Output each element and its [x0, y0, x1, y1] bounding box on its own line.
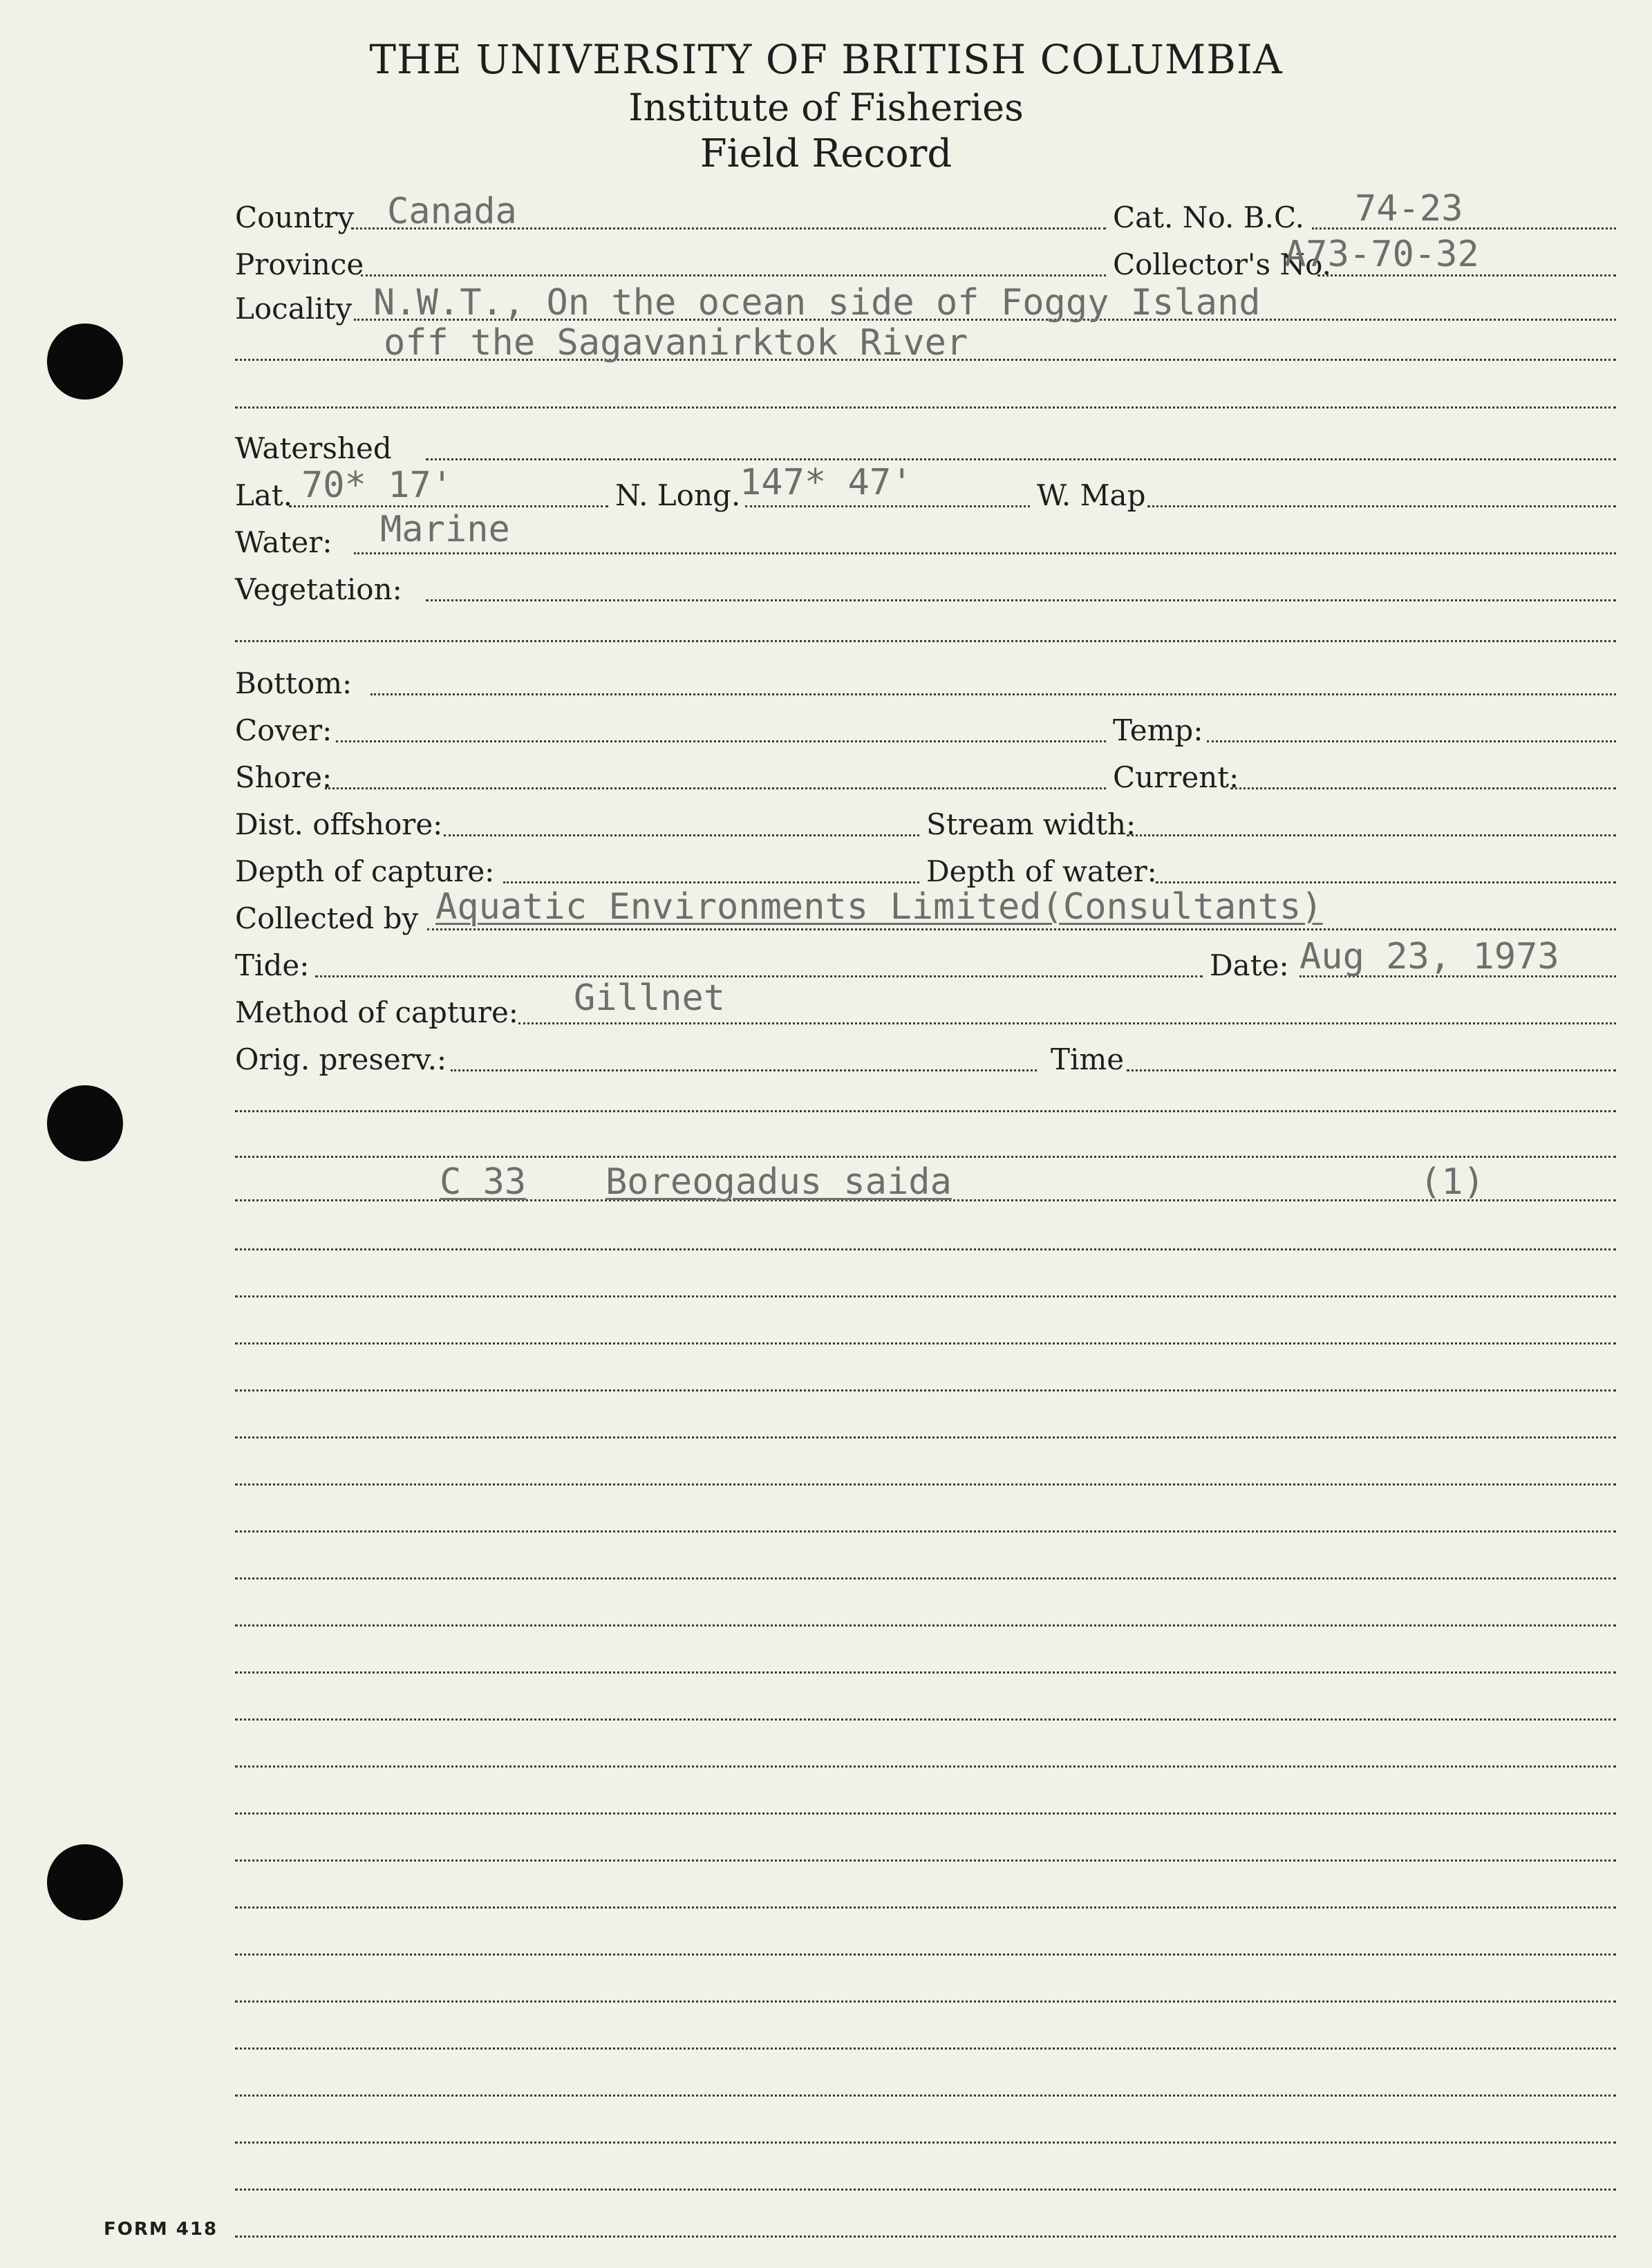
ruled-line: [235, 1577, 1616, 1580]
country-row: [235, 188, 1616, 234]
ruled-line: [235, 406, 1616, 409]
collected-by-row: [235, 886, 1616, 935]
ruled-line: [235, 1156, 1616, 1158]
w-map-label: W. Map: [1037, 478, 1146, 512]
ruled-line: [235, 1483, 1616, 1486]
current-label: Current:: [1113, 760, 1239, 794]
collected-by-value: Aquatic Environments Limited(Consultants): [435, 886, 1323, 928]
orig-preserv-label: Orig. preserv.:: [235, 1042, 447, 1076]
stream-width-label: Stream width:: [926, 807, 1136, 841]
method-value: Gillnet: [574, 977, 726, 1019]
ruled-line: [235, 2094, 1616, 2097]
cat-no-label: Cat. No. B.C.: [1113, 200, 1304, 234]
country-label: Country: [235, 200, 355, 234]
long-value: 147* 47': [740, 462, 913, 503]
ruled-line: [235, 640, 1616, 642]
specimen-count: (1): [1420, 1161, 1485, 1203]
record-title: Field Record: [700, 131, 952, 176]
temp-label: Temp:: [1113, 713, 1203, 747]
locality-row-2: [235, 322, 1616, 364]
ruled-line: [235, 1436, 1616, 1438]
method-row: [235, 977, 1616, 1029]
vegetation-label: Vegetation:: [235, 572, 402, 606]
ruled-line: [235, 1530, 1616, 1533]
vegetation-row: [235, 565, 1616, 604]
ruled-line: [235, 2189, 1616, 2191]
water-row: [235, 509, 1616, 559]
bottom-label: Bottom:: [235, 666, 353, 700]
punch-hole-middle: [47, 1085, 123, 1161]
locality-line-1: N.W.T., On the ocean side of Foggy Island: [373, 282, 1261, 324]
punch-hole-top: [47, 324, 123, 400]
date-label: Date:: [1210, 948, 1289, 982]
ruled-line: [235, 1765, 1616, 1768]
ruled-line: [235, 2142, 1616, 2144]
ruled-line: [235, 2236, 1616, 2238]
locality-label: Locality: [235, 292, 353, 326]
university-title: THE UNIVERSITY OF BRITISH COLUMBIA: [369, 36, 1283, 83]
punch-hole-bottom: [47, 1844, 123, 1920]
ruled-line: [235, 1389, 1616, 1391]
tide-row: [235, 936, 1616, 982]
country-value: Canada: [387, 191, 517, 232]
ruled-line: [235, 2000, 1616, 2003]
cover-label: Cover:: [235, 713, 332, 747]
depth-capture-label: Depth of capture:: [235, 854, 495, 888]
ruled-line: [235, 1953, 1616, 1956]
orig-preserv-row: [235, 1035, 1616, 1074]
date-value: Aug 23, 1973: [1299, 936, 1559, 977]
watershed-row: [235, 424, 1616, 463]
coordinates-row: [235, 462, 1616, 512]
water-value: Marine: [380, 509, 510, 550]
method-label: Method of capture:: [235, 995, 518, 1029]
ruled-line: [235, 2047, 1616, 2050]
depth-water-label: Depth of water:: [926, 854, 1157, 888]
water-label: Water:: [235, 525, 332, 559]
shore-label: Shore:: [235, 760, 332, 794]
ruled-line: [235, 1718, 1616, 1721]
shore-row: [235, 753, 1616, 792]
form-number: FORM 418: [104, 2219, 218, 2240]
collector-no-label: Collector's No.: [1113, 247, 1332, 281]
bottom-row: [235, 659, 1616, 698]
time-label: Time: [1051, 1042, 1125, 1076]
institute-title: Institute of Fisheries: [628, 86, 1024, 129]
cover-row: [235, 706, 1616, 745]
ruled-line: [235, 1812, 1616, 1815]
ruled-line: [235, 1110, 1616, 1112]
ruled-line: [235, 1295, 1616, 1297]
dist-offshore-label: Dist. offshore:: [235, 807, 443, 841]
ruled-line: [235, 1906, 1616, 1909]
locality-row: [235, 282, 1616, 326]
province-row: [235, 234, 1616, 281]
ruled-line: [235, 1671, 1616, 1674]
lat-value: 70* 17': [301, 465, 453, 506]
specimen-species: Boreogadus saida: [606, 1161, 952, 1203]
locality-line-2: off the Sagavanirktok River: [384, 322, 968, 364]
ruled-line: [235, 1248, 1616, 1250]
province-label: Province: [235, 247, 364, 281]
collector-no-value: A73-70-32: [1284, 234, 1479, 275]
tide-label: Tide:: [235, 948, 310, 982]
collected-by-label: Collected by: [235, 901, 419, 935]
lat-label: Lat.: [235, 478, 293, 512]
ruled-line: [235, 1624, 1616, 1627]
specimen-row: [235, 1161, 1616, 1204]
specimen-code: C 33: [440, 1161, 527, 1203]
cat-no-value: 74-23: [1355, 188, 1463, 229]
watershed-label: Watershed: [235, 431, 392, 465]
depth-row: [235, 847, 1616, 886]
n-long-label: N. Long.: [615, 478, 741, 512]
ruled-line: [235, 1342, 1616, 1344]
ruled-line: [235, 1859, 1616, 1862]
dist-offshore-row: [235, 800, 1616, 839]
